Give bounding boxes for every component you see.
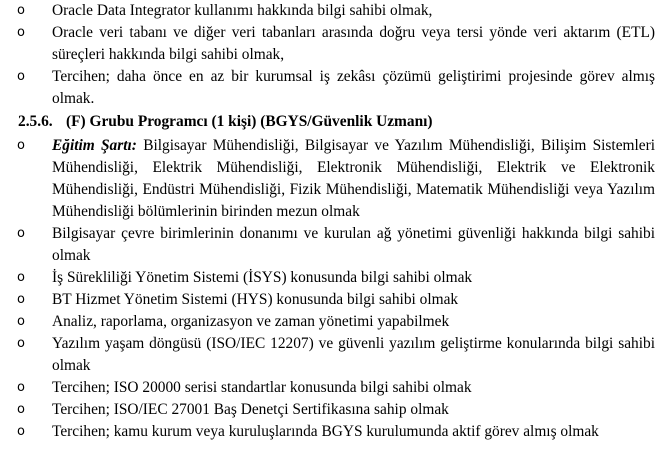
bullet-icon: o [17, 424, 25, 439]
list-item-education [0, 135, 665, 223]
list-item-text: Oracle veri tabanı ve diğer veri tabanları arasında doğru veya tersi yönde veri aktarım (ETL) süreçleri hakkında bilgi sahibi olmak, [52, 24, 655, 63]
section-heading [0, 111, 665, 133]
list-item [0, 289, 665, 311]
list-item [0, 333, 665, 377]
top-requirements-list [0, 0, 665, 110]
list-item [0, 421, 665, 443]
list-item-text: İş Sürekliliği Yönetim Sistemi (İSYS) konusunda bilgi sahibi olmak [52, 269, 473, 286]
bullet-icon: o [17, 25, 25, 40]
list-item-text: Bilgisayar çevre birimlerinin donanımı ve kurulan ağ yönetimi güvenliği hakkında bilgi sahibi olmak [52, 225, 655, 264]
list-item [0, 267, 665, 289]
list-item-text: Analiz, raporlama, organizasyon ve zaman yönetimi yapabilmek [52, 313, 450, 330]
list-item-text: Tercihen; ISO 20000 serisi standartlar konusunda bilgi sahibi olmak [52, 379, 472, 396]
list-item [0, 223, 665, 267]
list-item [0, 0, 665, 22]
bullet-icon: o [17, 336, 25, 351]
bullet-icon: o [17, 3, 25, 18]
list-item [0, 311, 665, 333]
section-title: (F) Grubu Programcı (1 kişi) (BGYS/Güvenlik Uzmanı) [66, 113, 433, 130]
list-item-text: Oracle Data Integrator kullanımı hakkında bilgi sahibi olmak, [52, 2, 433, 19]
list-item [0, 399, 665, 421]
bullet-icon: o [17, 138, 25, 153]
list-item-text: Tercihen; kamu kurum veya kuruluşlarında BGYS kurulumunda aktif görev almış olmak [52, 423, 599, 440]
list-item [0, 22, 665, 66]
list-item-text: Yazılım yaşam döngüsü (ISO/IEC 12207) ve güvenli yazılım geliştirme konularında bilgi sahibi olmak [52, 335, 655, 374]
bullet-icon: o [17, 226, 25, 241]
bullet-icon: o [17, 270, 25, 285]
bullet-icon: o [17, 292, 25, 307]
education-text: Bilgisayar Mühendisliği, Bilgisayar ve Yazılım Mühendisliği, Bilişim Sistemleri Mühendisliği, Elektrik Mühendisliği, Elektronik Mühendisliği, Elektrik ve Elektronik Mühendisliği, Endüstri Mühendisliği, Fizik Mühendisliği, Matematik Mühendisliği veya Yazılım Mühendisliği bölümlerinin birinden mezun olmak [52, 137, 656, 220]
list-item-text: Tercihen; daha önce en az bir kurumsal iş zekâsı çözümü geliştirimi projesinde görev almış olmak. [52, 68, 655, 107]
list-item-text: Tercihen; ISO/IEC 27001 Baş Denetçi Sertifikasına sahip olmak [52, 401, 449, 418]
bullet-icon: o [17, 69, 25, 84]
section-requirements-list [0, 135, 665, 443]
section-number: 2.5.6. [18, 113, 53, 130]
bullet-icon: o [17, 402, 25, 417]
bullet-icon: o [17, 314, 25, 329]
education-label: Eğitim Şartı: [52, 137, 137, 154]
bullet-icon: o [17, 380, 25, 395]
list-item [0, 377, 665, 399]
list-item-text: BT Hizmet Yönetim Sistemi (HYS) konusunda bilgi sahibi olmak [52, 291, 459, 308]
list-item [0, 66, 665, 110]
